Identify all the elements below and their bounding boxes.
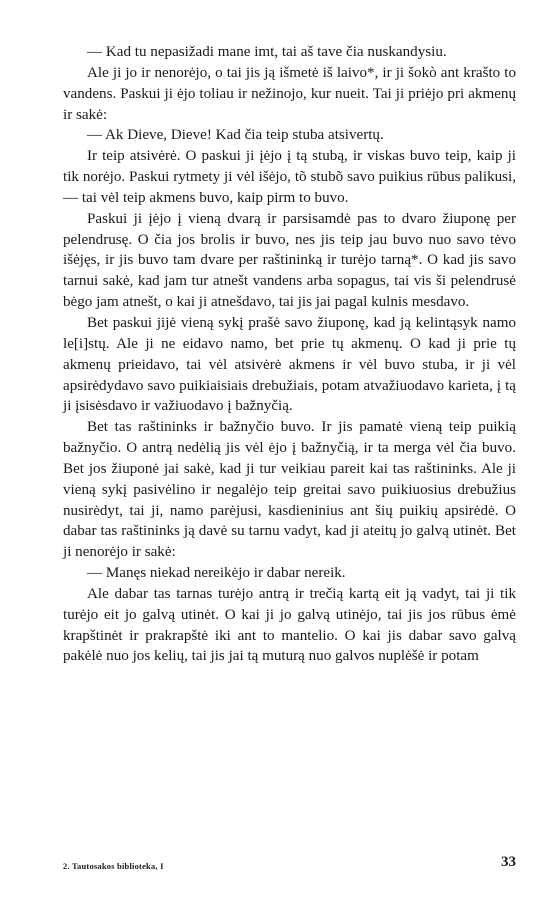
paragraph-7: Bet tas raštininks ir bažnyčio buvo. Ir jis pamatė vieną teip puikią bažnyčio. O antrą nedėlią jis vėl ėjo į bažnyčią, ir ta merga vėl čia buvo. Bet jos žiuponė jai sakė, kad ji tur veikiau pareit kai tas raštininks. Ale ji vieną sykį pasivėlino ir negalėjo teip greitai savo puikiuosius drebužius nusirėdyt, tai ji, namo parėjusi, kasdieninius ant šių puikių apsirėdė. O dabar tas raštininks ją davė su tarnu vadyt, kad ji ateitų jo galvą utinėt. Bet ji nenorėjo ir sakė: [63,419,516,561]
paragraph-9: Ale dabar tas tarnas turėjo antrą ir trečią kartą eit ją vadyt, tai ji tik turėjo eit jo galvą utinėt. O kai ji jo galvą utinėjo, tai jis jos rūbus ėmė krapštinėt ir prakrapštė iki ant to mantelio. O kai jis dabar savo galvą pakėlė nuo jos kelių, tai jis jai tą muturą nuo galvos nuplėšė ir potam [63,585,516,665]
paragraph-3: — Ak Dieve, Dieve! Kad čia teip stuba atsivertų. [87,127,384,144]
paragraph-5: Paskui ji įėjo į vieną dvarą ir parsisamdė pas to dvaro žiuponę per pelendrusę. O čia jos brolis ir buvo, nes jis teip jau buvo nuo savo tėvo išėjęs, ir jis buvo tam dvare per raštininką ir turėjo tarną*. O kad jis savo tarnui sakė, kad jam tur atnešt vandens arba sopagus, tai vis ši pelendrusė bėgo jam atnešt, o kai ji atnešdavo, tai jis jai pagal kulnis mesdavo. [63,210,516,311]
page-body-text [63,42,516,667]
paragraph-6: Bet paskui jijė vieną sykį prašė savo žiuponę, kad ją kelintąsyk namo le[i]stų. Ale ji ne eidavo namo, bet prie tų akmenų. O kad ji prie tų akmenų prieidavo, tai vėl atsivėrė akmens ir vėl buvo stuba, ir ji vėl apsirėdydavo savo puikiaisiais drebužiais, potam atvažiuodavo karieta, į tą ji įsisėsdavo ir važiuodavo į bažnyčią. [63,314,516,415]
page-number: 33 [501,854,516,870]
footer-signature-note: 2. Tautosakos biblioteka, I [63,861,164,871]
paragraph-2: Ale ji jo ir nenorėjo, o tai jis ją išmetė iš laivo*, ir ji šokò ant krašto to vandens. Paskui ji ėjo toliau ir nežinojo, kur nueit. Tai ji priėjo pri akmenų ir sakė: [63,64,516,123]
paragraph-4: Ir teip atsivėrė. O paskui ji įėjo į tą stubą, ir viskas buvo teip, kaip ji tik norėjo. Paskui rytmety ji vėl išėjo, tõ stubõ savo puikius rūbus palikusi,— tai vėl teip akmens buvo, kaip pirm to buvo. [63,148,516,206]
paragraph-1: — Kad tu nepasižadi mane imt, tai aš tave čia nuskandysiu. [87,44,447,60]
page-footer [63,854,516,871]
paragraph-8: — Manęs niekad nereikėjo ir dabar nereik. [87,565,346,582]
